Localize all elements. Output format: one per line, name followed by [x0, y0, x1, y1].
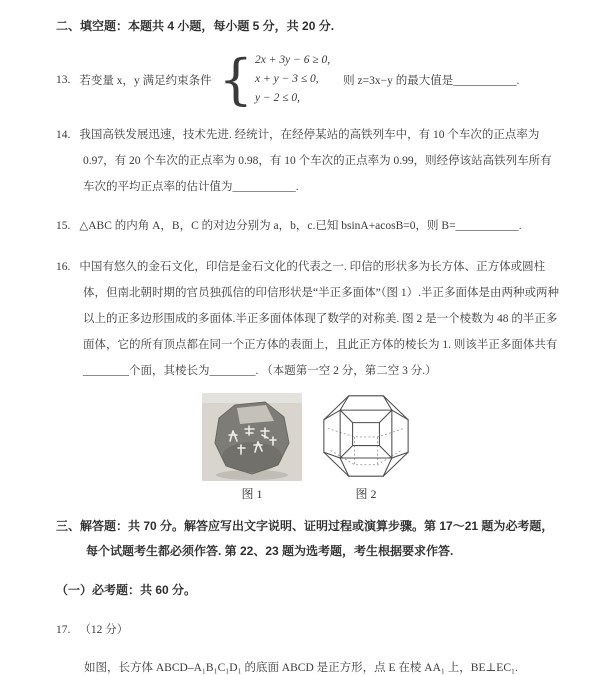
problem-13-intro: 若变量 x，y 满足约束条件: [79, 74, 212, 87]
problem-15-text: △ABC 的内角 A，B，C 的对边分别为 a，b，c.已知 bsinA+acosB=0，则 B=___________.: [79, 220, 522, 232]
problem-17-points: （12 分）: [79, 624, 129, 636]
section3-header: 三、解答题：共 70 分。解答应写出文字说明、证明过程或演算步骤。第 17～21 题为必考题，每个试题考生都必须作答. 第 22、23 题为选考题，考生根据要求作答.: [56, 519, 554, 558]
left-brace-symbol: {: [218, 47, 253, 111]
problem-13-number: 13.: [56, 73, 71, 86]
constraint-line-2: x + y − 3 ≤ 0,: [254, 73, 319, 85]
figures-row: [56, 391, 560, 502]
problem-14-text: 我国高铁发展迅速，技术先进. 经统计，在经停某站的高铁列车中，有 10 个车次的正点率为 0.97，有 20 个车次的正点率为 0.98，有 10 个车次的正点率为 0.99，则经停该站高铁列车所有车次的平均正点率的估计值为___________.: [79, 129, 552, 193]
seal-photo-image: [202, 393, 302, 481]
figure-1: [202, 393, 302, 502]
problem-17-heading: [56, 617, 560, 643]
problem-17-text: 如图，长方体 ABCD–A₁B₁C₁D₁ 的底面 ABCD 是正方形，点 E 在棱 AA₁ 上，BE⊥EC₁.: [84, 662, 518, 674]
constraint-line-1: 2x + 3y − 6 ≥ 0,: [254, 54, 331, 66]
figure-2-caption: 图 2: [355, 487, 377, 501]
section3-subheader: （一）必考题：共 60 分。: [56, 583, 197, 597]
problem-16: [56, 254, 560, 384]
problem-14-number: 14.: [56, 129, 71, 141]
problem-15: [56, 213, 560, 239]
problem-16-text: 中国有悠久的金石文化，印信是金石文化的代表之一. 印信的形状多为长方体、正方体或圆柱体，但南北朝时期的官员独孤信的印信形状是“半正多面体”（图 1）.半正多面体是由两种或两种以上的正多边形围成的多面体.半正多面体体现了数学的对称美. 图 2 是一个棱数为 48 的半正多面体，它的所有顶点都在同一个正方体的表面上，且此正方体的棱长为 1. 则该半正多面体共有________个面，其棱长为________. （本题第一空 2 分，第二空 3 分.）: [79, 261, 559, 377]
section2-header: 二、填空题：本题共 4 小题，每小题 5 分，共 20 分.: [56, 19, 335, 33]
problem-13: [56, 47, 560, 111]
problem-13-question: 则 z=3x−y 的最大值是___________.: [343, 74, 520, 87]
semiregular-polyhedron-drawing: [318, 391, 414, 481]
constraint-system: [255, 51, 330, 108]
figure-2: [318, 391, 414, 502]
problem-15-number: 15.: [56, 220, 71, 232]
problem-16-number: 16.: [56, 261, 71, 273]
problem-17-number: 17.: [56, 624, 71, 636]
figure-1-caption: 图 1: [241, 487, 263, 501]
constraint-line-3: y − 2 ≤ 0,: [254, 92, 301, 104]
problem-14: [56, 122, 560, 200]
